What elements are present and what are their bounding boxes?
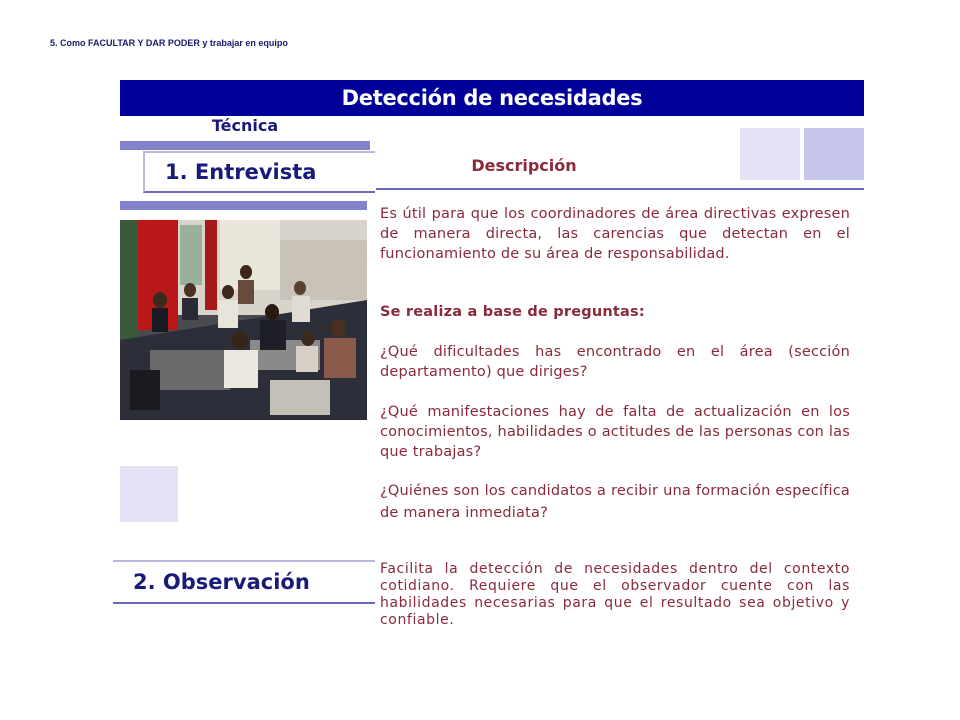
question-1: ¿Qué dificultades has encontrado en el área (sección departamento) que diriges?	[380, 344, 850, 380]
entrevista-underline-bar	[120, 201, 367, 210]
decorative-square-lower	[120, 466, 178, 522]
decorative-square-medium	[804, 128, 864, 180]
slide-title: Detección de necesidades	[341, 86, 643, 110]
tecnica-column-header: Técnica	[211, 116, 279, 135]
decorative-square-light	[740, 128, 800, 180]
technique-observacion-box	[113, 560, 375, 604]
technique-observacion-label: 2. Observación	[133, 570, 310, 594]
questions-heading: Se realiza a base de preguntas:	[380, 304, 645, 320]
entrevista-description: Es útil para que los coordinadores de área directivas expresen de manera directa, las carencias que detectan en el funcionamiento de su área de responsabilidad.	[380, 206, 850, 262]
meeting-photo	[120, 220, 367, 420]
technique-entrevista-label: 1. Entrevista	[165, 160, 317, 184]
page-heading: 5. Como FACULTAR Y DAR PODER y trabajar en equipo	[50, 38, 288, 48]
descripcion-underline	[376, 188, 864, 190]
title-banner	[120, 80, 864, 116]
descripcion-column-header: Descripción	[471, 156, 577, 175]
tecnica-underline-bar	[120, 141, 370, 150]
question-2: ¿Qué manifestaciones hay de falta de actualización en los conocimientos, habilidades o actitudes de las personas con las que trabajas?	[380, 404, 850, 460]
observacion-description: Facilita la detección de necesidades dentro del contexto cotidiano. Requiere que el observador cuente con las habilidades necesarias para que el resultado sea objetivo y confiable.	[380, 561, 850, 628]
technique-entrevista-box	[143, 151, 375, 193]
question-3: ¿Quiénes son los candidatos a recibir una formación específica de manera inmediata?	[380, 483, 850, 521]
